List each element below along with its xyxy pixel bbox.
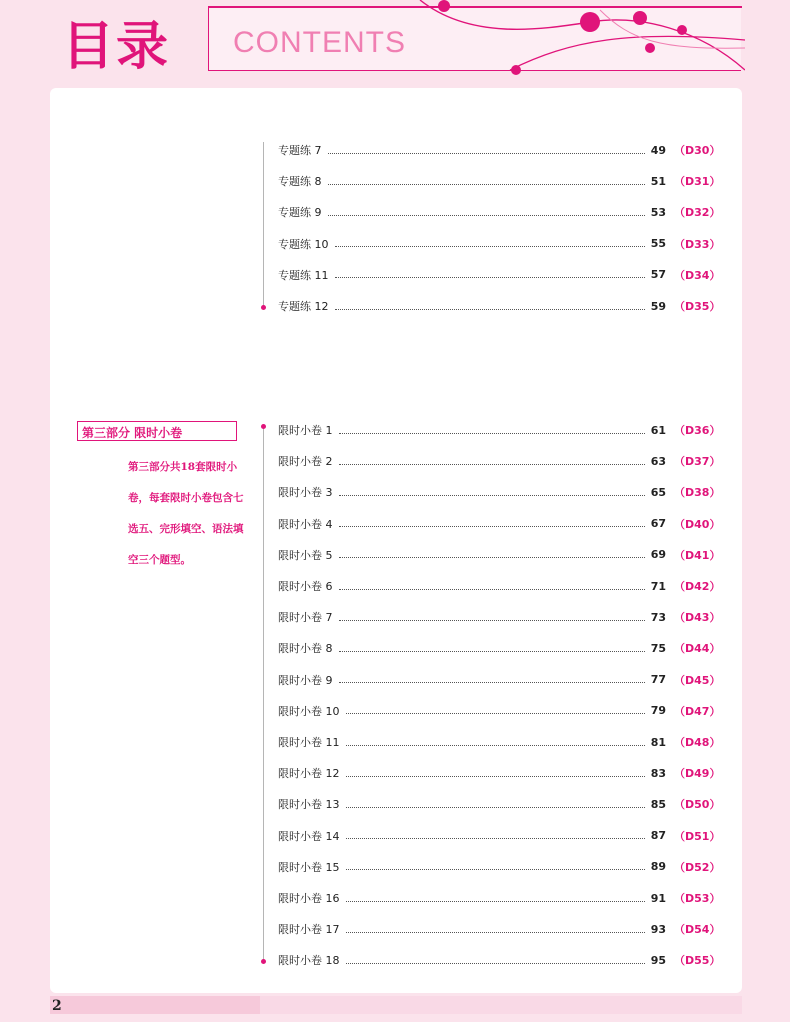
toc-entry-code: （D44）	[674, 642, 721, 656]
toc-entry-label: 限时小卷 6	[278, 580, 333, 593]
contents-heading: CONTENTS	[233, 26, 406, 59]
toc-entry-page: 93	[650, 922, 666, 936]
page-header	[0, 0, 790, 82]
toc-entry-page: 91	[650, 891, 666, 905]
toc-entry[interactable]	[278, 546, 721, 564]
toc-guide-line	[263, 426, 264, 962]
toc-entry-page: 77	[650, 673, 666, 687]
dot-leader	[335, 309, 645, 310]
toc-entry-code: （D54）	[674, 923, 721, 937]
dot-leader	[335, 277, 645, 278]
toc-entry[interactable]	[278, 172, 721, 190]
dot-leader	[339, 433, 645, 434]
toc-entry[interactable]	[278, 421, 721, 439]
toc-entry[interactable]	[278, 297, 721, 315]
toc-entry-page: 65	[650, 485, 666, 499]
dot-leader	[328, 184, 645, 185]
dot-leader	[339, 682, 645, 683]
toc-entry-label: 专题练 12	[278, 300, 329, 313]
dot-leader	[346, 963, 645, 964]
toc-entry-page: 57	[650, 268, 666, 282]
dot-leader	[339, 464, 645, 465]
dot-leader	[339, 651, 645, 652]
dot-leader	[339, 557, 645, 558]
toc-entry-code: （D43）	[674, 611, 721, 625]
toc-entry-code: （D34）	[674, 268, 721, 282]
toc-entry-page: 53	[650, 205, 666, 219]
footer-bar	[50, 996, 742, 1014]
toc-entry-code: （D38）	[674, 486, 721, 500]
toc-entry[interactable]	[278, 920, 721, 938]
toc-entry-label: 限时小卷 5	[278, 548, 333, 562]
dot-leader	[346, 713, 645, 714]
toc-entry-label: 限时小卷 1	[278, 424, 333, 437]
toc-entry-page: 61	[650, 423, 666, 437]
dot-leader	[346, 901, 645, 902]
dot-leader	[339, 620, 645, 621]
toc-bullet-icon	[261, 424, 266, 429]
dot-leader	[346, 869, 645, 870]
toc-entry-page: 81	[650, 735, 666, 749]
toc-entry-code: （D52）	[674, 860, 721, 874]
toc-entry-page: 87	[650, 829, 666, 843]
toc-entry-code: （D36）	[674, 424, 721, 437]
toc-entry-label: 限时小卷 11	[278, 736, 340, 749]
toc-entry-code: （D49）	[674, 767, 721, 781]
toc-entry[interactable]	[278, 452, 721, 470]
toc-entry[interactable]	[278, 764, 721, 782]
toc-entry-label: 限时小卷 17	[278, 923, 340, 937]
dot-leader	[346, 745, 645, 746]
dot-leader	[328, 215, 645, 216]
toc-entry-label: 专题练 8	[278, 175, 322, 189]
toc-entry-page: 89	[650, 860, 666, 874]
dot-leader	[346, 932, 645, 933]
dot-leader	[346, 776, 645, 777]
toc-entry-page: 83	[650, 766, 666, 780]
toc-entry-code: （D37）	[674, 455, 721, 469]
toc-entry-code: （D30）	[674, 144, 721, 157]
toc-entry-code: （D47）	[674, 704, 721, 718]
toc-entry-label: 专题练 7	[278, 144, 322, 157]
toc-entry-label: 限时小卷 15	[278, 860, 340, 874]
toc-entry[interactable]	[278, 577, 721, 595]
toc-entry[interactable]	[278, 827, 721, 845]
toc-entry-page: 79	[650, 704, 666, 718]
toc-entry-label: 限时小卷 13	[278, 798, 340, 812]
toc-entry-code: （D32）	[674, 206, 721, 220]
toc-entry-label: 限时小卷 3	[278, 486, 333, 500]
toc-entry[interactable]	[278, 889, 721, 907]
toc-entry[interactable]	[278, 795, 721, 813]
toc-entry-label: 限时小卷 14	[278, 829, 340, 843]
decorative-curves-icon	[400, 0, 745, 82]
dot-leader	[328, 153, 645, 154]
dot-leader	[335, 246, 645, 247]
toc-entry-code: （D42）	[674, 580, 721, 593]
toc-entry-code: （D35）	[674, 300, 721, 313]
dot-leader	[339, 495, 645, 496]
toc-entry-code: （D41）	[674, 548, 721, 562]
section-heading-box	[77, 421, 237, 441]
toc-guide-line	[263, 142, 264, 308]
toc-entry[interactable]	[278, 951, 721, 969]
toc-entry[interactable]	[278, 702, 721, 720]
toc-entry-code: （D33）	[674, 237, 721, 251]
toc-entry-label: 限时小卷 2	[278, 455, 333, 469]
toc-entry-label: 专题练 11	[278, 268, 329, 282]
toc-entry-page: 49	[650, 143, 666, 157]
dot-leader	[346, 838, 645, 839]
toc-entry-label: 专题练 9	[278, 206, 322, 220]
toc-entry-label: 限时小卷 18	[278, 954, 340, 968]
toc-entry[interactable]	[278, 639, 721, 657]
toc-entry-page: 51	[650, 174, 666, 188]
toc-bullet-icon	[261, 305, 266, 310]
section-title: 第三部分 限时小卷	[82, 426, 183, 440]
section-description: 第三部分共18套限时小卷，每套限时小卷包含七选五、完形填空、语法填空三个题型。	[128, 461, 244, 566]
toc-entry-page: 95	[650, 953, 666, 967]
toc-entry-page: 75	[650, 641, 666, 655]
page-title: 目录	[62, 17, 171, 77]
toc-entry-code: （D40）	[674, 517, 721, 531]
toc-entry[interactable]	[278, 515, 721, 533]
dot-leader	[339, 526, 645, 527]
toc-bullet-icon	[261, 959, 266, 964]
toc-entry[interactable]	[278, 203, 721, 221]
toc-entry-label: 限时小卷 8	[278, 642, 333, 656]
toc-entry[interactable]	[278, 141, 721, 159]
toc-entry-page: 69	[650, 548, 666, 562]
toc-entry-page: 55	[650, 237, 666, 251]
toc-entry-code: （D51）	[674, 829, 721, 843]
toc-entry-label: 限时小卷 4	[278, 517, 333, 531]
toc-entry-page: 85	[650, 797, 666, 811]
toc-entry-code: （D45）	[674, 673, 721, 687]
dot-leader	[339, 589, 645, 590]
toc-entry-code: （D48）	[674, 736, 721, 749]
toc-entry-code: （D53）	[674, 892, 721, 905]
toc-entry[interactable]	[278, 483, 721, 501]
toc-entry-page: 71	[650, 579, 666, 593]
toc-entry-code: （D55）	[674, 954, 721, 968]
toc-entry-label: 限时小卷 10	[278, 704, 340, 718]
page-number: 2	[52, 998, 62, 1014]
toc-entry[interactable]	[278, 733, 721, 751]
toc-entry[interactable]	[278, 858, 721, 876]
toc-entry-page: 73	[650, 610, 666, 624]
toc-entry[interactable]	[278, 235, 721, 253]
toc-entry-label: 限时小卷 7	[278, 611, 333, 625]
toc-entry-page: 59	[650, 299, 666, 313]
toc-entry-label: 限时小卷 12	[278, 767, 340, 781]
toc-entry-code: （D31）	[674, 175, 721, 189]
toc-entry-label: 限时小卷 9	[278, 673, 333, 687]
toc-entry-code: （D50）	[674, 798, 721, 812]
toc-entry-page: 63	[650, 454, 666, 468]
toc-entry-label: 专题练 10	[278, 237, 329, 251]
toc-entry[interactable]	[278, 671, 721, 689]
toc-entry-page: 67	[650, 517, 666, 531]
toc-entry-label: 限时小卷 16	[278, 892, 340, 905]
toc-entry[interactable]	[278, 266, 721, 284]
dot-leader	[346, 807, 645, 808]
toc-entry[interactable]	[278, 608, 721, 626]
